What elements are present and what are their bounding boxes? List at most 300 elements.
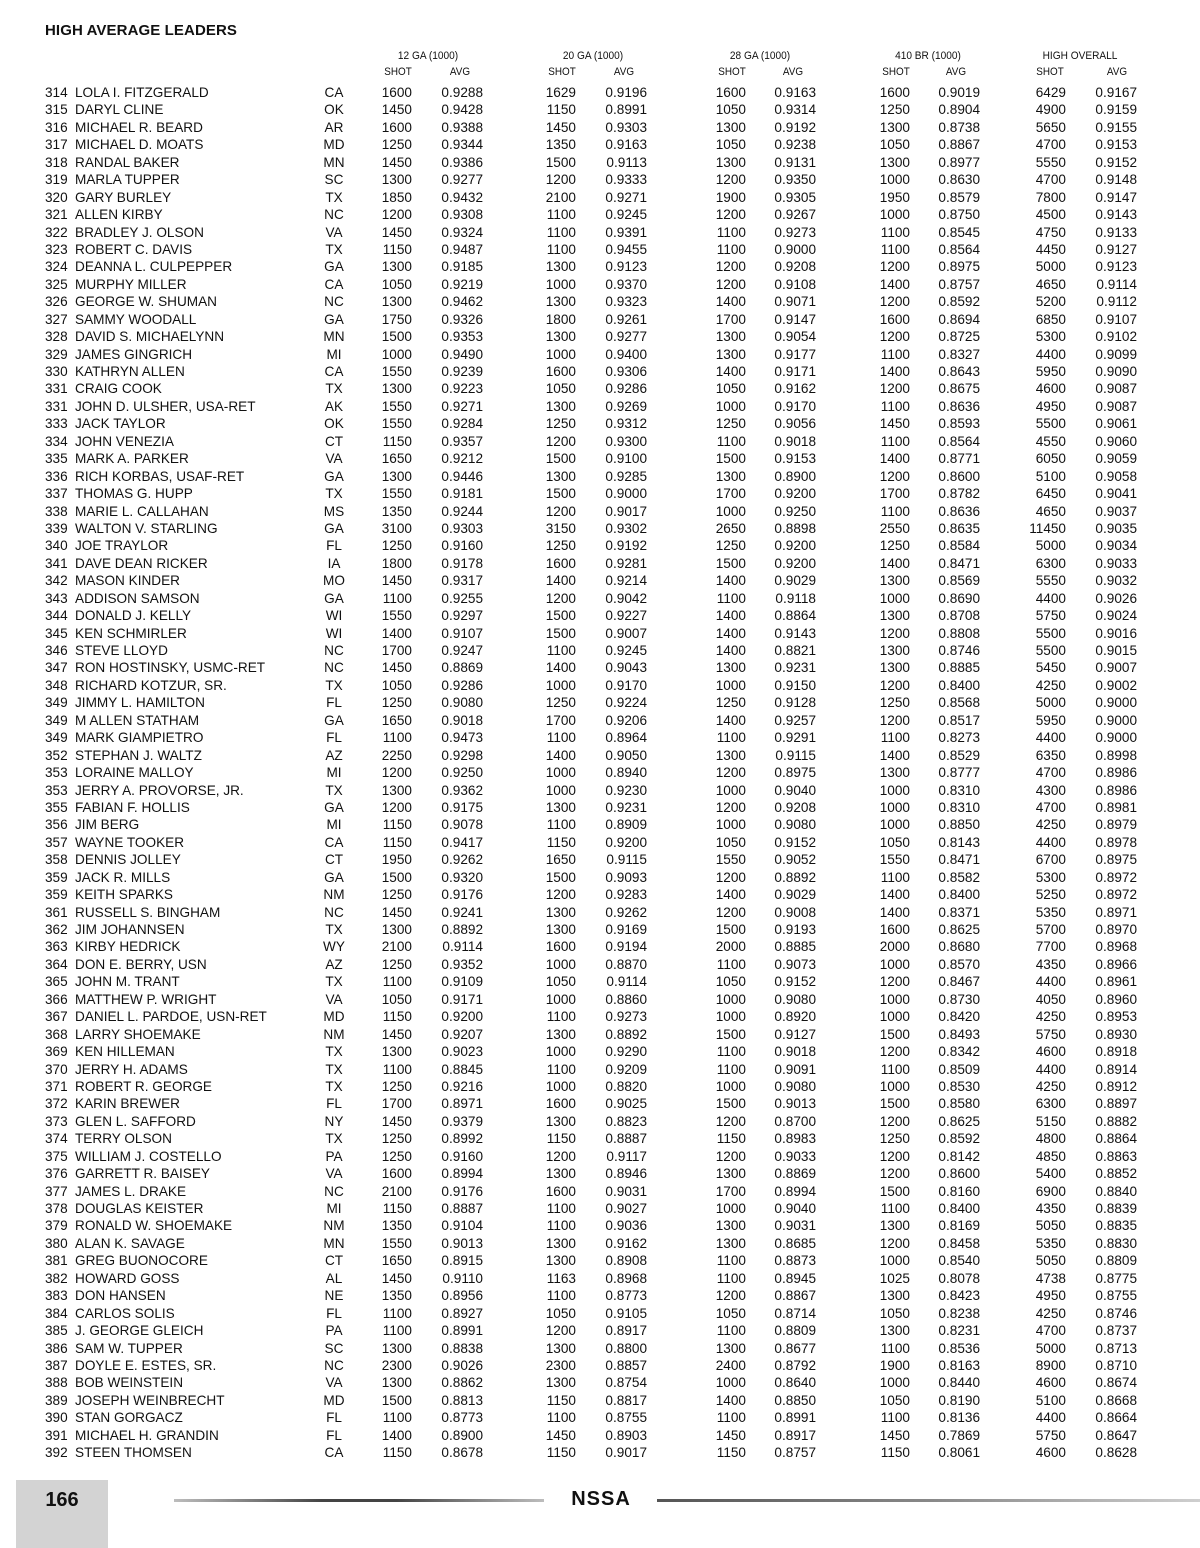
cell-shot-12ga: 1350	[381, 1288, 412, 1304]
cell-avg-28ga: 0.9071	[774, 294, 816, 310]
cell-shot-overall: 4450	[1035, 241, 1066, 257]
cell-shot-12ga: 1150	[382, 1009, 412, 1025]
table-row	[0, 328, 1200, 345]
cell-shot-overall: 4350	[1035, 956, 1066, 972]
cell-avg-20ga: 0.8909	[605, 817, 647, 833]
cell-avg-overall: 0.9143	[1095, 207, 1137, 223]
cell-avg-410br: 0.8231	[938, 1323, 980, 1339]
cell-state: CA	[324, 1445, 344, 1461]
cell-avg-12ga: 0.9286	[441, 677, 483, 693]
table-row	[0, 415, 1200, 432]
cell-avg-12ga: 0.9255	[441, 590, 483, 606]
cell-rank: 331	[45, 398, 68, 414]
cell-avg-28ga: 0.9115	[775, 747, 816, 763]
cell-shot-overall: 5100	[1035, 468, 1066, 484]
cell-shot-20ga: 1300	[545, 1253, 576, 1269]
cell-shot-overall: 4400	[1035, 1410, 1066, 1426]
cell-shot-12ga: 1450	[381, 154, 412, 170]
cell-shot-28ga: 1100	[716, 1323, 746, 1339]
cell-avg-410br: 0.8143	[938, 834, 980, 850]
cell-name: GARRETT R. BAISEY	[75, 1166, 210, 1182]
cell-avg-410br: 0.8580	[938, 1096, 980, 1112]
table-row	[0, 136, 1200, 153]
cell-avg-overall: 0.8972	[1095, 869, 1137, 885]
cell-shot-20ga: 1350	[545, 137, 576, 153]
cell-shot-overall: 7800	[1035, 189, 1066, 205]
cell-name: JOHN D. ULSHER, USA-RET	[75, 398, 256, 414]
cell-name: JIM BERG	[75, 817, 140, 833]
cell-avg-28ga: 0.8869	[774, 1166, 816, 1182]
cell-avg-20ga: 0.9117	[606, 1148, 647, 1164]
cell-avg-28ga: 0.8898	[774, 520, 816, 536]
cell-name: J. GEORGE GLEICH	[75, 1323, 204, 1339]
table-row	[0, 1235, 1200, 1252]
cell-avg-20ga: 0.9214	[605, 573, 647, 589]
cell-shot-20ga: 1050	[545, 974, 576, 990]
cell-shot-12ga: 1400	[381, 1427, 412, 1443]
cell-avg-20ga: 0.9042	[605, 590, 647, 606]
cell-shot-12ga: 1450	[381, 102, 412, 118]
cell-avg-410br: 0.8536	[938, 1340, 980, 1356]
cell-avg-12ga: 0.9303	[441, 520, 483, 536]
cell-shot-12ga: 1250	[381, 1131, 412, 1147]
cell-avg-410br: 0.8625	[938, 922, 980, 937]
cell-name: KARIN BREWER	[75, 1096, 180, 1112]
cell-shot-28ga: 1500	[715, 1096, 746, 1112]
cell-shot-28ga: 1200	[715, 276, 746, 292]
cell-name: MICHAEL H. GRANDIN	[75, 1427, 219, 1443]
cell-avg-overall: 0.9035	[1095, 520, 1137, 536]
cell-avg-20ga: 0.9391	[605, 224, 647, 240]
cell-rank: 357	[45, 834, 68, 850]
cell-avg-20ga: 0.9105	[605, 1305, 647, 1321]
cell-avg-28ga: 0.9052	[774, 852, 816, 868]
cell-shot-410br: 1000	[879, 1009, 910, 1025]
cell-shot-overall: 5050	[1035, 1218, 1066, 1234]
cell-state: GA	[324, 259, 344, 275]
cell-avg-12ga: 0.9200	[441, 1009, 483, 1025]
cell-shot-overall: 4850	[1035, 1148, 1066, 1164]
cell-name: CARLOS SOLIS	[75, 1305, 175, 1321]
cell-shot-12ga: 2100	[381, 939, 412, 955]
cell-state: TX	[325, 1061, 343, 1077]
cell-shot-overall: 4738	[1035, 1270, 1066, 1286]
cell-shot-410br: 1250	[879, 695, 910, 711]
cell-avg-28ga: 0.8850	[774, 1392, 816, 1408]
cell-avg-410br: 0.8467	[938, 974, 980, 990]
cell-shot-28ga: 1200	[715, 765, 746, 781]
cell-avg-overall: 0.9127	[1095, 241, 1137, 257]
cell-shot-20ga: 1629	[545, 85, 576, 100]
cell-shot-28ga: 1250	[715, 538, 746, 554]
cell-avg-20ga: 0.9283	[605, 887, 647, 903]
cell-avg-overall: 0.9123	[1095, 259, 1137, 275]
cell-avg-20ga: 0.8887	[605, 1131, 647, 1147]
cell-state: WI	[325, 608, 343, 624]
cell-shot-12ga: 1550	[381, 1235, 412, 1251]
cell-avg-28ga: 0.9131	[774, 154, 816, 170]
cell-avg-410br: 0.8630	[938, 172, 980, 188]
cell-avg-410br: 0.8564	[938, 241, 980, 257]
cell-shot-12ga: 1650	[381, 712, 412, 728]
table-row	[0, 537, 1200, 554]
table-row	[0, 590, 1200, 607]
cell-avg-410br: 0.8440	[938, 1375, 980, 1391]
cell-shot-12ga: 1700	[381, 643, 412, 658]
table-row	[0, 973, 1200, 990]
cell-shot-410br: 1300	[879, 573, 910, 589]
cell-rank: 344	[45, 608, 68, 624]
cell-shot-20ga: 2100	[545, 189, 576, 205]
table-row	[0, 1200, 1200, 1217]
cell-avg-20ga: 0.8817	[605, 1392, 647, 1408]
table-row	[0, 346, 1200, 363]
cell-avg-12ga: 0.8862	[441, 1375, 483, 1391]
cell-avg-410br: 0.8680	[938, 939, 980, 955]
cell-state: TX	[325, 241, 343, 257]
table-row	[0, 276, 1200, 293]
cell-avg-overall: 0.8647	[1095, 1427, 1137, 1443]
cell-shot-410br: 1000	[879, 207, 910, 223]
cell-avg-410br: 0.8635	[938, 520, 980, 536]
cell-shot-410br: 1550	[879, 852, 910, 868]
cell-state: GA	[324, 311, 344, 327]
cell-avg-20ga: 0.9245	[605, 643, 647, 658]
cell-avg-20ga: 0.9036	[605, 1218, 647, 1234]
cell-avg-overall: 0.8975	[1095, 852, 1137, 868]
cell-avg-12ga: 0.9386	[441, 154, 483, 170]
cell-shot-20ga: 1500	[545, 451, 576, 467]
cell-shot-20ga: 1100	[546, 224, 576, 240]
cell-shot-20ga: 1000	[545, 276, 576, 292]
cell-avg-overall: 0.9087	[1095, 398, 1137, 414]
cell-state: MN	[323, 154, 345, 170]
cell-shot-28ga: 1300	[715, 468, 746, 484]
cell-avg-overall: 0.8979	[1095, 817, 1137, 833]
cell-shot-20ga: 1400	[545, 660, 576, 676]
cell-avg-410br: 0.8568	[938, 695, 980, 711]
cell-shot-20ga: 1000	[545, 346, 576, 362]
table-row	[0, 1217, 1200, 1234]
cell-rank: 362	[45, 922, 68, 937]
cell-avg-28ga: 0.9193	[774, 922, 816, 937]
cell-state: TX	[325, 1131, 343, 1147]
cell-shot-20ga: 1300	[545, 1166, 576, 1182]
cell-rank: 386	[45, 1340, 68, 1356]
cell-avg-20ga: 0.8860	[605, 991, 647, 1007]
cell-avg-410br: 0.8529	[938, 747, 980, 763]
cell-avg-410br: 0.8190	[938, 1392, 980, 1408]
cell-shot-28ga: 1300	[715, 747, 746, 763]
cell-avg-12ga: 0.9388	[441, 119, 483, 135]
cell-shot-12ga: 1450	[381, 904, 412, 920]
cell-avg-overall: 0.8628	[1095, 1445, 1137, 1461]
table-row	[0, 380, 1200, 397]
cell-shot-20ga: 1163	[546, 1270, 576, 1286]
cell-avg-12ga: 0.9013	[441, 1235, 483, 1251]
cell-shot-410br: 1200	[879, 1113, 910, 1129]
cell-shot-12ga: 1850	[381, 189, 412, 205]
cell-rank: 359	[45, 869, 68, 885]
cell-shot-28ga: 1000	[715, 782, 746, 798]
subheader-shot: SHOT	[384, 66, 412, 78]
cell-avg-28ga: 0.9162	[774, 381, 816, 397]
cell-avg-28ga: 0.9192	[774, 119, 816, 135]
table-row	[0, 293, 1200, 310]
cell-avg-28ga: 0.9200	[774, 538, 816, 554]
table-row	[0, 956, 1200, 973]
cell-rank: 349	[45, 712, 68, 728]
table-row	[0, 659, 1200, 676]
cell-shot-410br: 1000	[879, 817, 910, 833]
cell-avg-410br: 0.7869	[938, 1427, 980, 1443]
cell-avg-28ga: 0.8809	[774, 1323, 816, 1339]
table-row	[0, 1357, 1200, 1374]
table-row	[0, 503, 1200, 520]
cell-avg-28ga: 0.9200	[774, 555, 816, 571]
cell-avg-410br: 0.8310	[938, 799, 980, 815]
cell-state: FL	[326, 1427, 342, 1443]
cell-name: DOYLE E. ESTES, SR.	[75, 1357, 217, 1373]
cell-rank: 336	[45, 468, 68, 484]
cell-shot-20ga: 1200	[545, 1148, 576, 1164]
cell-name: JAMES L. DRAKE	[75, 1183, 187, 1199]
cell-shot-20ga: 1200	[545, 503, 576, 519]
table-row	[0, 904, 1200, 921]
cell-state: GA	[324, 468, 344, 484]
cell-avg-12ga: 0.9344	[441, 137, 483, 153]
cell-shot-410br: 1100	[880, 1340, 910, 1356]
cell-state: AZ	[325, 747, 343, 763]
cell-avg-overall: 0.9033	[1095, 555, 1137, 571]
cell-shot-20ga: 1150	[546, 1392, 576, 1408]
cell-avg-410br: 0.8708	[938, 608, 980, 624]
cell-state: OK	[324, 416, 344, 432]
cell-shot-overall: 5750	[1035, 608, 1066, 624]
cell-shot-12ga: 1100	[382, 590, 412, 606]
cell-avg-12ga: 0.8887	[441, 1201, 483, 1216]
cell-shot-12ga: 1800	[381, 555, 412, 571]
cell-avg-28ga: 0.9273	[774, 224, 816, 240]
cell-shot-12ga: 1500	[381, 329, 412, 345]
cell-rank: 391	[45, 1427, 68, 1443]
cell-rank: 381	[45, 1253, 68, 1269]
cell-shot-20ga: 1100	[546, 1410, 576, 1426]
cell-shot-overall: 4650	[1035, 276, 1066, 292]
cell-avg-28ga: 0.9171	[774, 364, 816, 379]
cell-shot-28ga: 1700	[715, 311, 746, 327]
cell-shot-410br: 1500	[879, 1026, 910, 1042]
cell-rank: 324	[45, 259, 68, 275]
cell-avg-28ga: 0.9238	[774, 137, 816, 153]
cell-shot-28ga: 1450	[715, 1427, 746, 1443]
cell-shot-20ga: 1100	[546, 1288, 576, 1304]
cell-avg-410br: 0.8738	[938, 119, 980, 135]
cell-shot-overall: 5300	[1035, 329, 1066, 345]
cell-rank: 369	[45, 1044, 68, 1060]
cell-avg-overall: 0.8674	[1095, 1375, 1137, 1391]
cell-state: CA	[324, 85, 344, 100]
cell-avg-20ga: 0.9170	[605, 677, 647, 693]
cell-shot-12ga: 1450	[381, 224, 412, 240]
cell-shot-overall: 4400	[1035, 974, 1066, 990]
cell-shot-28ga: 1300	[715, 154, 746, 170]
cell-shot-overall: 11450	[1029, 520, 1066, 536]
cell-shot-410br: 1100	[880, 398, 910, 414]
cell-name: DAVE DEAN RICKER	[75, 555, 208, 571]
table-row	[0, 241, 1200, 258]
cell-avg-20ga: 0.9277	[605, 329, 647, 345]
cell-avg-20ga: 0.8903	[605, 1427, 647, 1443]
cell-shot-12ga: 1100	[382, 1061, 412, 1077]
cell-rank: 375	[45, 1148, 68, 1164]
cell-avg-12ga: 0.9473	[441, 730, 483, 746]
cell-shot-28ga: 1000	[715, 1375, 746, 1391]
cell-shot-28ga: 1400	[715, 364, 746, 379]
cell-shot-overall: 6450	[1035, 486, 1066, 502]
cell-avg-overall: 0.8737	[1095, 1323, 1137, 1339]
cell-shot-20ga: 1300	[545, 1235, 576, 1251]
cell-shot-overall: 5100	[1035, 1392, 1066, 1408]
cell-avg-20ga: 0.8754	[605, 1375, 647, 1391]
cell-state: NC	[324, 207, 344, 223]
cell-state: NY	[324, 1113, 344, 1129]
cell-shot-28ga: 1400	[715, 1392, 746, 1408]
cell-avg-20ga: 0.9050	[605, 747, 647, 763]
cell-avg-12ga: 0.8678	[441, 1445, 483, 1461]
cell-name: KATHRYN ALLEN	[75, 364, 185, 379]
table-row	[0, 1183, 1200, 1200]
cell-shot-overall: 7700	[1035, 939, 1066, 955]
cell-avg-410br: 0.8540	[938, 1253, 980, 1269]
cell-shot-28ga: 1100	[716, 730, 746, 746]
cell-shot-410br: 1100	[880, 1201, 910, 1216]
cell-avg-12ga: 0.9219	[441, 276, 483, 292]
cell-shot-20ga: 1800	[545, 311, 576, 327]
cell-name: ALLEN KIRBY	[75, 207, 163, 223]
cell-avg-overall: 0.9000	[1095, 695, 1137, 711]
cell-rank: 321	[45, 207, 68, 223]
cell-rank: 366	[45, 991, 68, 1007]
cell-shot-12ga: 1500	[381, 1392, 412, 1408]
cell-rank: 371	[45, 1078, 68, 1094]
cell-state: FL	[326, 538, 342, 554]
cell-avg-20ga: 0.9224	[605, 695, 647, 711]
cell-shot-overall: 5950	[1035, 364, 1066, 379]
cell-avg-20ga: 0.9007	[605, 625, 647, 641]
cell-avg-12ga: 0.9432	[441, 189, 483, 205]
cell-avg-410br: 0.8579	[938, 189, 980, 205]
cell-shot-410br: 1025	[879, 1270, 910, 1286]
cell-state: MI	[326, 346, 342, 362]
cell-shot-12ga: 1650	[381, 451, 412, 467]
cell-state: VA	[325, 991, 343, 1007]
cell-name: DEANNA L. CULPEPPER	[75, 259, 233, 275]
table-row	[0, 694, 1200, 711]
cell-name: JAMES GINGRICH	[75, 346, 193, 362]
cell-shot-overall: 5400	[1035, 1166, 1066, 1182]
table-row	[0, 363, 1200, 380]
cell-name: DON E. BERRY, USN	[75, 956, 207, 972]
cell-shot-20ga: 1300	[545, 904, 576, 920]
cell-shot-20ga: 1500	[545, 486, 576, 502]
cell-avg-28ga: 0.9150	[774, 677, 816, 693]
cell-rank: 320	[45, 189, 68, 205]
cell-state: NM	[323, 887, 345, 903]
cell-shot-20ga: 1500	[545, 608, 576, 624]
cell-avg-28ga: 0.9091	[774, 1061, 816, 1077]
cell-shot-20ga: 1500	[545, 869, 576, 885]
cell-avg-overall: 0.9107	[1095, 311, 1137, 327]
cell-avg-overall: 0.8830	[1095, 1235, 1137, 1251]
cell-shot-410br: 1050	[879, 1392, 910, 1408]
cell-avg-12ga: 0.9362	[441, 782, 483, 798]
cell-rank: 322	[45, 224, 68, 240]
table-row	[0, 1287, 1200, 1304]
cell-state: PA	[325, 1148, 343, 1164]
cell-avg-28ga: 0.9073	[774, 956, 816, 972]
table-row	[0, 1165, 1200, 1182]
subheader-shot: SHOT	[882, 66, 910, 78]
cell-avg-410br: 0.8400	[938, 677, 980, 693]
cell-avg-28ga: 0.9267	[774, 207, 816, 223]
cell-shot-12ga: 1200	[381, 765, 412, 781]
cell-avg-410br: 0.8593	[938, 416, 980, 432]
group-header-high-overall: HIGH OVERALL	[1042, 50, 1118, 62]
cell-rank: 385	[45, 1323, 68, 1339]
cell-avg-overall: 0.8966	[1095, 956, 1137, 972]
cell-shot-overall: 5500	[1035, 625, 1066, 641]
cell-avg-overall: 0.9133	[1095, 224, 1137, 240]
cell-shot-28ga: 1100	[716, 1270, 746, 1286]
cell-avg-28ga: 0.9350	[774, 172, 816, 188]
cell-avg-20ga: 0.9281	[605, 555, 647, 571]
table-row	[0, 747, 1200, 764]
cell-shot-410br: 1300	[879, 660, 910, 676]
cell-shot-28ga: 1000	[715, 503, 746, 519]
cell-avg-overall: 0.9102	[1095, 329, 1137, 345]
table-row	[0, 1095, 1200, 1112]
cell-rank: 358	[45, 852, 68, 868]
cell-shot-28ga: 1000	[715, 1201, 746, 1216]
cell-shot-28ga: 1100	[716, 241, 746, 257]
cell-rank: 349	[45, 730, 68, 746]
cell-avg-20ga: 0.8908	[605, 1253, 647, 1269]
cell-shot-410br: 1100	[880, 730, 910, 746]
cell-shot-overall: 4650	[1035, 503, 1066, 519]
table-row	[0, 1008, 1200, 1025]
cell-shot-410br: 1100	[880, 869, 910, 885]
cell-shot-20ga: 1100	[546, 1218, 576, 1234]
cell-avg-overall: 0.8912	[1095, 1078, 1137, 1094]
cell-shot-20ga: 1100	[546, 1061, 576, 1077]
cell-avg-28ga: 0.8991	[774, 1410, 816, 1426]
cell-shot-410br: 1200	[879, 468, 910, 484]
cell-state: IA	[327, 555, 341, 571]
cell-avg-410br: 0.8636	[938, 398, 980, 414]
cell-avg-12ga: 0.9428	[441, 102, 483, 118]
cell-avg-28ga: 0.9000	[774, 241, 816, 257]
cell-avg-overall: 0.8809	[1095, 1253, 1137, 1269]
cell-shot-overall: 5550	[1035, 573, 1066, 589]
cell-shot-overall: 4700	[1035, 172, 1066, 188]
cell-avg-12ga: 0.9262	[441, 852, 483, 868]
cell-shot-overall: 5250	[1035, 887, 1066, 903]
cell-avg-20ga: 0.9206	[605, 712, 647, 728]
cell-name: SAM W. TUPPER	[75, 1340, 183, 1356]
cell-avg-12ga: 0.8992	[441, 1131, 483, 1147]
cell-avg-12ga: 0.9417	[441, 834, 483, 850]
